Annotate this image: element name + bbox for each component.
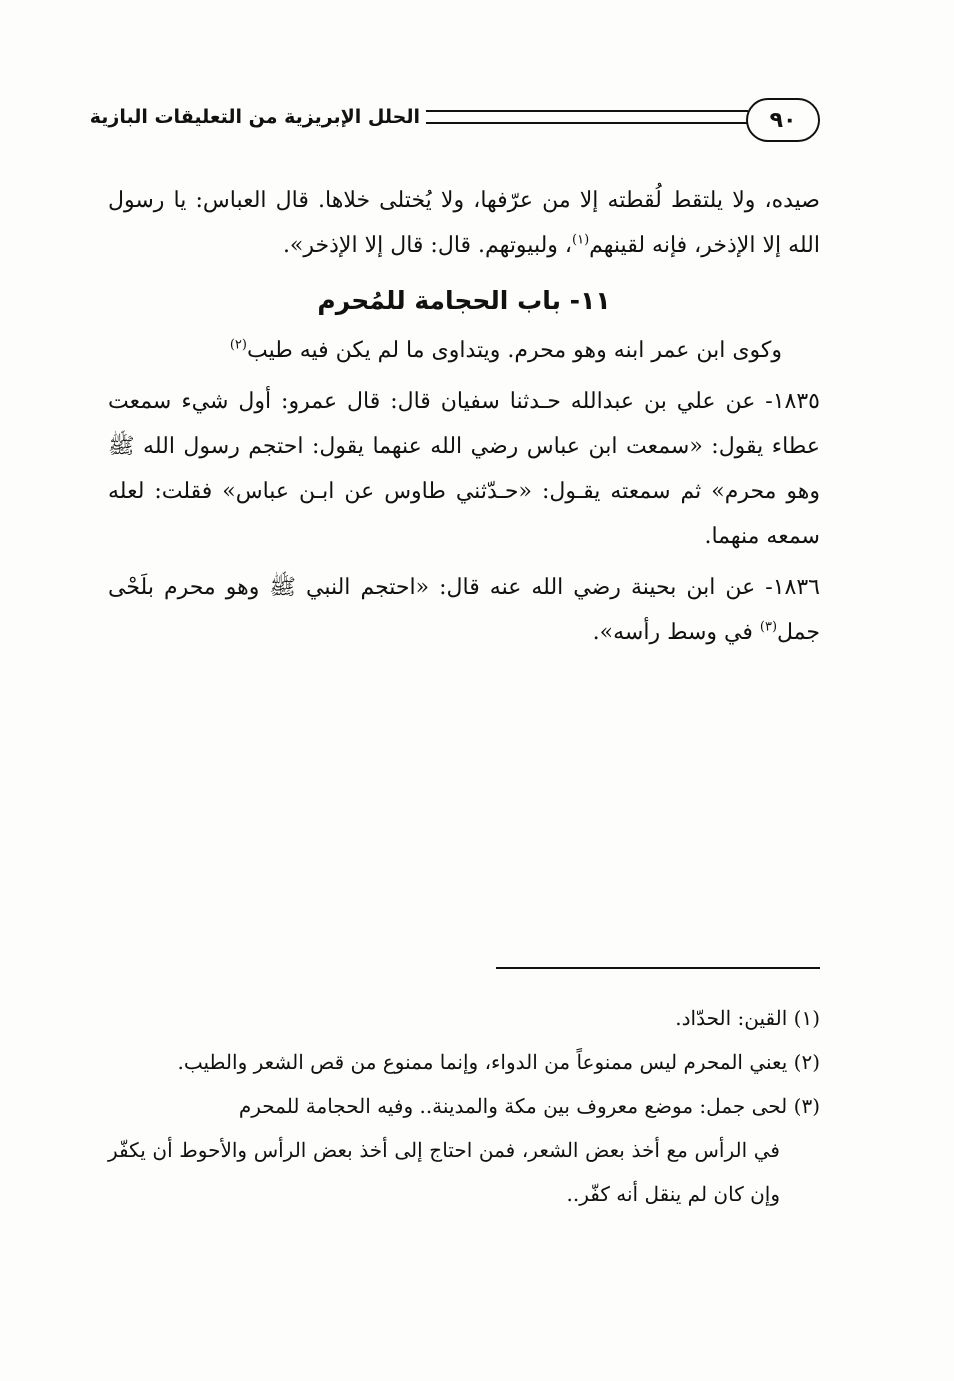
footnote-1: (١) القين: الحدّاد. xyxy=(675,1006,820,1030)
quote-paragraph xyxy=(108,328,820,373)
quote-text: وكوى ابن عمر ابنه وهو محرم. ويتداوى ما لم يكن فيه طيب xyxy=(246,338,782,363)
running-title: الحلل الإبريزية من التعليقات البازية xyxy=(89,106,420,128)
footnote-3-continuation: في الرأس مع أخذ بعض الشعر، فمن احتاج إلى أخذ بعض الرأس والأحوط أن يكفّر وإن كان لم ينقل أنه كفّر.. xyxy=(108,1138,780,1206)
footnote-ref-2: (٢) xyxy=(229,337,247,353)
header-rule xyxy=(426,110,748,124)
footnote-ref-3: (٣) xyxy=(759,619,778,635)
hadith-1836-tail: في وسط رأسه». xyxy=(592,620,760,645)
hadith-1836-text: ١٨٣٦- عن ابن بحينة رضي الله عنه قال: «احتجم النبي ﷺ وهو محرم بلَحْى جمل xyxy=(108,575,820,645)
hadith-1836 xyxy=(108,565,820,655)
page-header xyxy=(89,96,820,152)
intro-paragraph xyxy=(108,178,820,268)
hadith-1835: ١٨٣٥- عن علي بن عبدالله حـدثنا سفيان قال: قال عمرو: أول شيء سمعت عطاء يقول: «سمعت ابن عباس رضي الله عنهما يقول: احتجم رسول الله ﷺ وهو محرم» ثم سمعته يقـول: «حـدّثني طاوس عن ابـن عباس» فقلت: لعله سمعه منهما. xyxy=(108,389,820,549)
page-number: ٩٠ xyxy=(746,98,820,142)
footnote-separator xyxy=(496,967,820,969)
footnote-2: (٢) يعني المحرم ليس ممنوعاً من الدواء، وإنما ممنوع من قص الشعر والطيب. xyxy=(177,1050,820,1074)
chapter-title: ١١- باب الحجامة للمُحرم xyxy=(317,286,611,315)
main-text xyxy=(108,178,820,655)
footnotes xyxy=(108,996,820,1216)
intro-tail: ، ولبيوتهم. قال: قال إلا الإذخر». xyxy=(282,233,572,258)
footnote-3: (٣) لحى جمل: موضع معروف بين مكة والمدينة.. وفيه الحجامة للمحرم xyxy=(238,1094,820,1118)
intro-text: صيده، ولا يلتقط لُقطته إلا من عرّفها، ولا يُختلى خلاها. قال العباس: يا رسول الله إلا الإذخر، فإنه لقينهم xyxy=(108,188,820,258)
footnote-ref-1: (١) xyxy=(572,232,590,248)
